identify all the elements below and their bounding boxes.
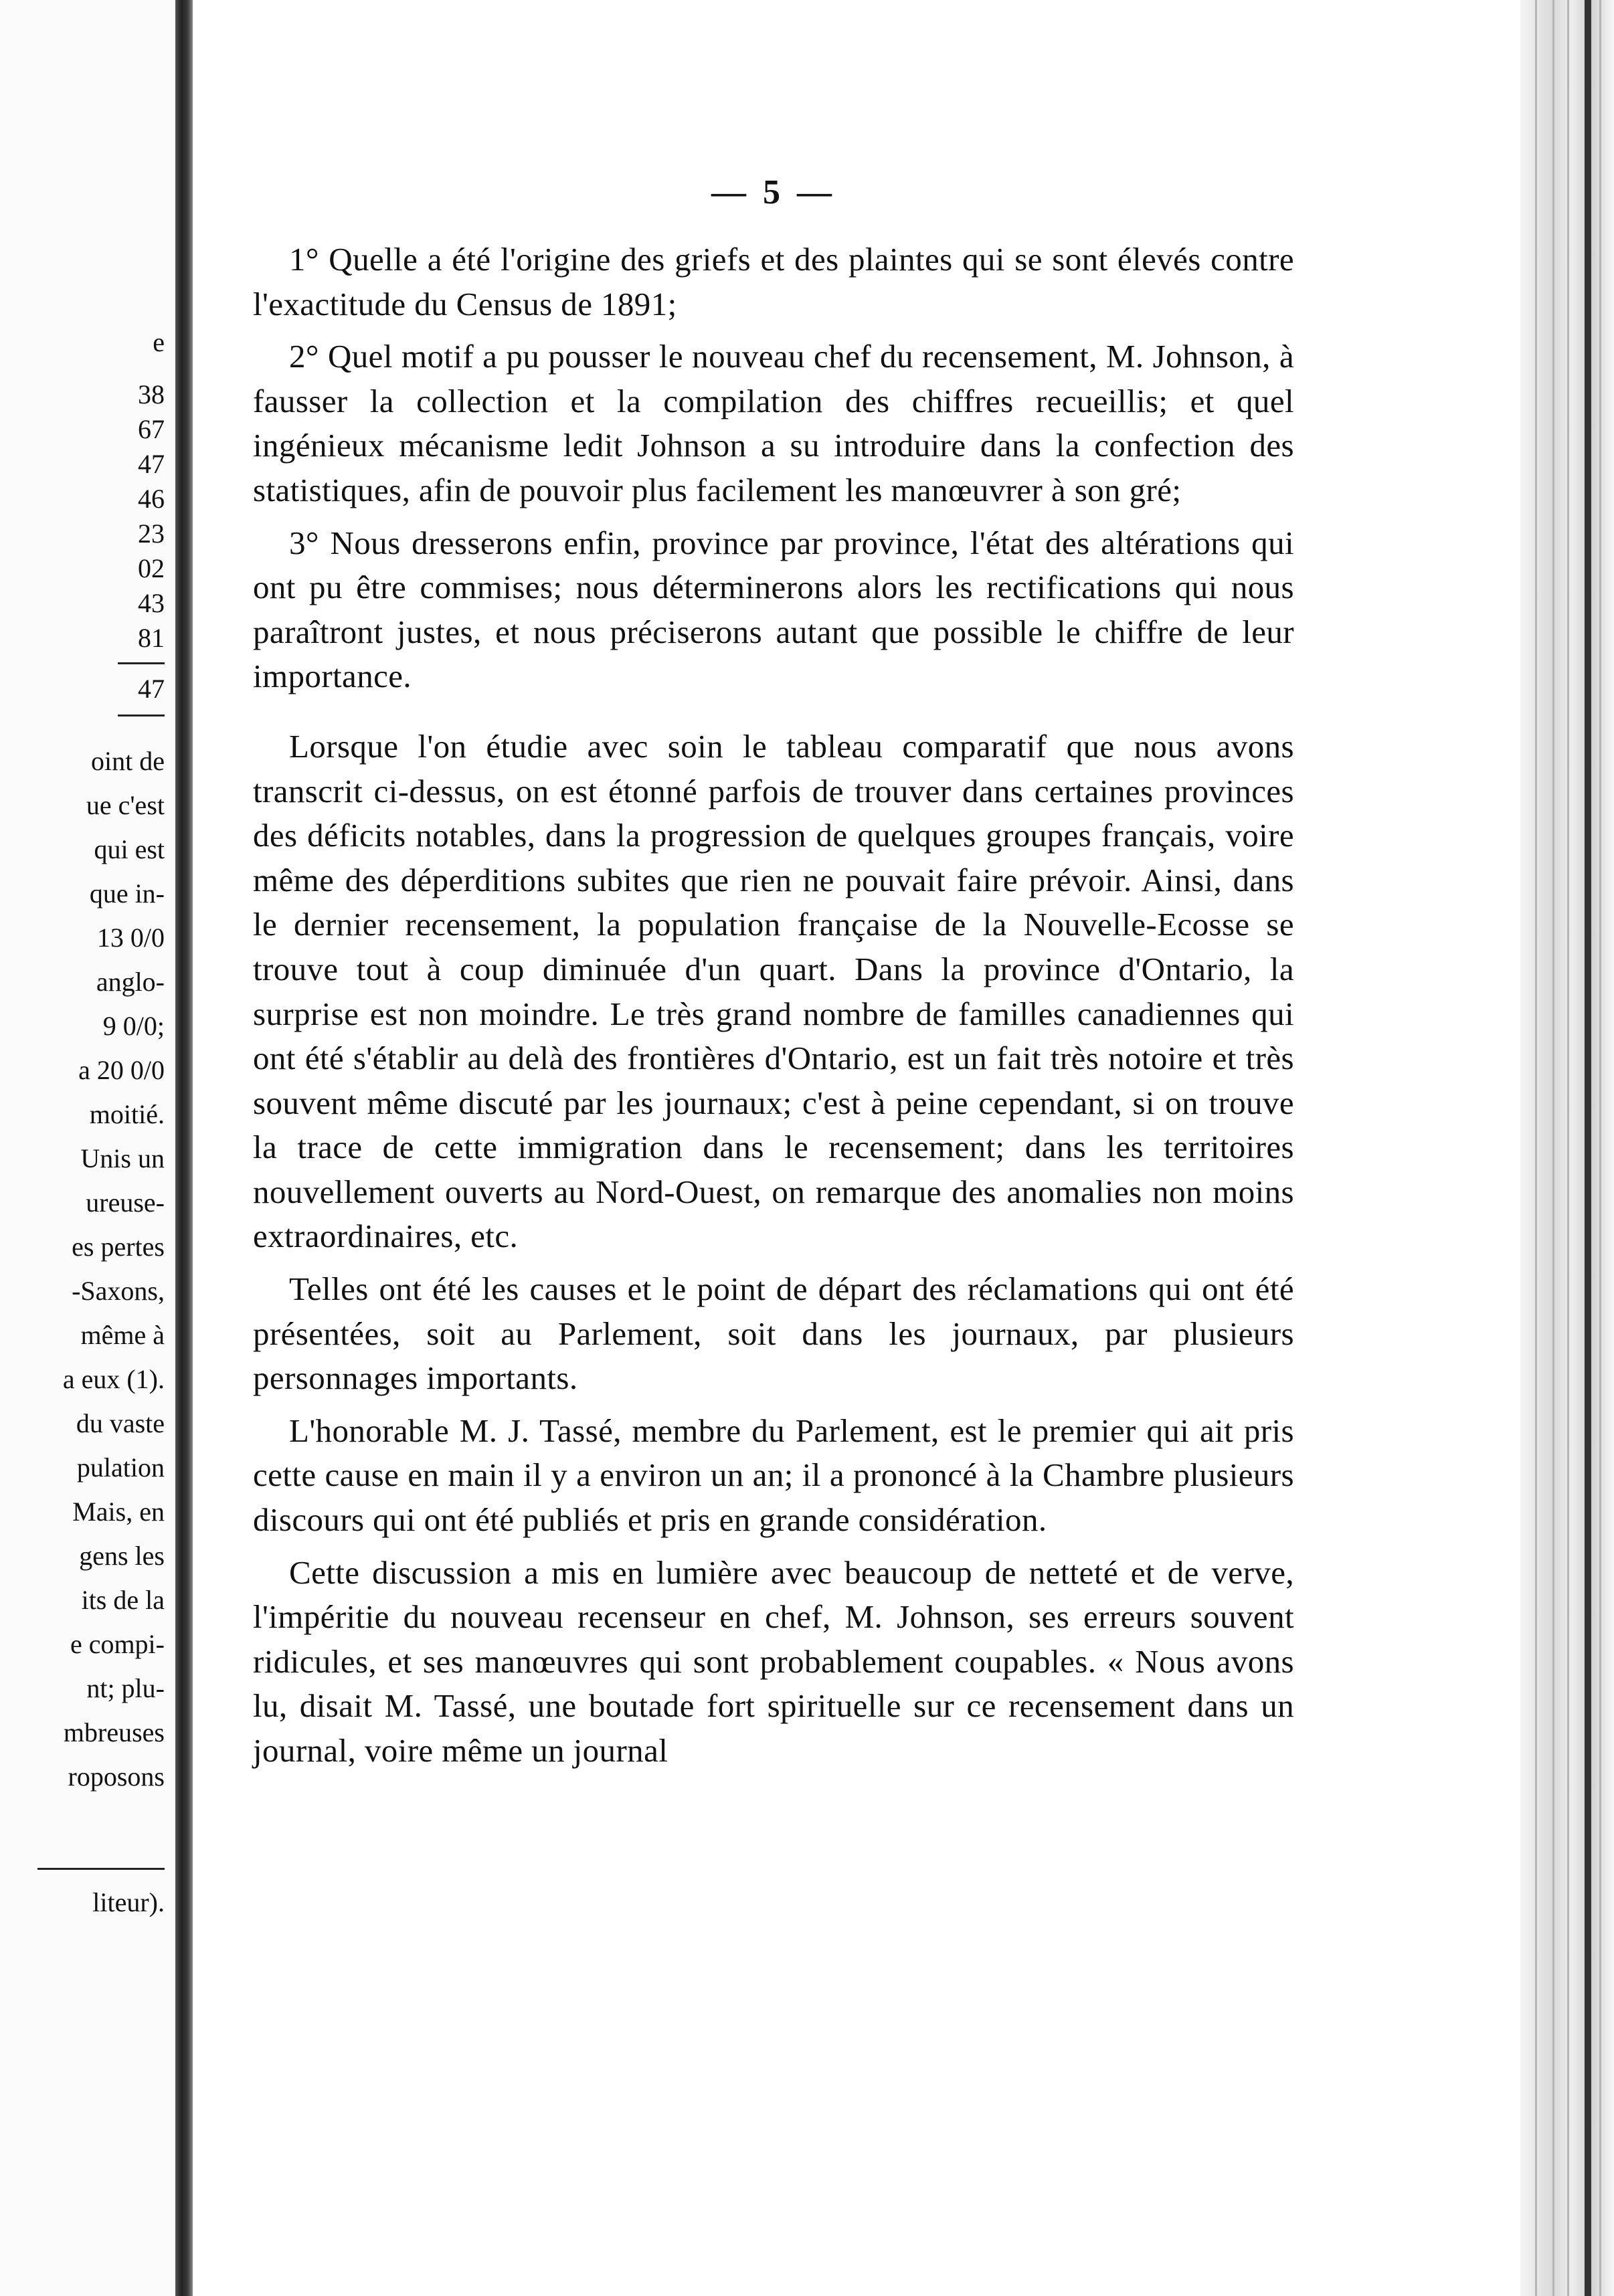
previous-page-line: 23: [138, 518, 165, 549]
previous-page-line: 38: [138, 379, 165, 409]
previous-page-line: 46: [138, 484, 165, 514]
previous-page-line: qui est: [94, 834, 165, 864]
book-edge: [1520, 0, 1614, 2296]
previous-page-line: a 20 0/0: [78, 1055, 165, 1085]
paragraph: Telles ont été les causes et le point de départ des réclamations qui ont été présentées, soit au Parlement, soit dans les journaux, par plusieurs personnages importants.: [253, 1270, 1294, 1397]
previous-page-line: Mais, en: [72, 1497, 165, 1527]
paragraph: 2° Quel motif a pu pousser le nouveau chef du recensement, M. Johnson, à fausser la collection et la compilation des chiffres recueillis; et quel ingénieux mécanisme ledit Johnson a su introduire dans la confection des statistiques, afin de pouvoir plus facilement les manœuvrer à son gré;: [253, 338, 1294, 508]
previous-page-line: 67: [138, 414, 165, 444]
previous-page-line: ue c'est: [86, 790, 165, 820]
previous-page-line: ureuse-: [86, 1187, 165, 1218]
previous-page-line: oint de: [91, 746, 165, 776]
paragraph: Lorsque l'on étudie avec soin le tableau comparatif que nous avons transcrit ci-dessus, on est étonné parfois de trouver dans certaines provinces des déficits notables, dans la progression de quelques groupes français, voire même des déperditions subites que rien ne pouvait faire prévoir. Ainsi, dans le dernier recensement, la population française de la Nouvelle-Ecosse se trouve tout à coup diminuée d'un quart. Dans la province d'Ontario, la surprise est non moindre. Le très grand nombre de familles canadiennes qui ont été s'établir au delà des frontières d'Ontario, est un fait très notoire et très souvent même discuté par les journaux; c'est à peine cependant, si on trouve la trace de cette immigration dans le recensement; dans les territoires nouvellement ouverts au Nord-Ouest, on remarque des anomalies non moins extraordinaires, etc.: [253, 727, 1294, 1255]
previous-page-line: gens les: [79, 1541, 165, 1571]
previous-page-rule: [37, 1868, 165, 1870]
body-text: [253, 237, 1294, 1774]
previous-page-rule: [118, 714, 165, 716]
paragraph: Cette discussion a mis en lumière avec beaucoup de netteté et de verve, l'impéritie du nouveau recenseur en chef, M. Johnson, ses erreurs souvent ridicules, et ses manœuvres qui sont probablement coupables. « Nous avons lu, disait M. Tassé, une boutade fort spirituelle sur ce recensement dans un journal, voire même un journal: [253, 1553, 1294, 1769]
previous-page-line: pulation: [76, 1452, 165, 1482]
previous-page-line: Unis un: [80, 1143, 165, 1173]
paragraph: 3° Nous dresserons enfin, province par province, l'état des altérations qui ont pu être commises; nous déterminerons alors les rectifications qui nous paraîtront justes, et nous préciserons autant que possible le chiffre de leur importance.: [253, 524, 1294, 695]
previous-page-line: e compi-: [70, 1629, 165, 1659]
paragraph: L'honorable M. J. Tassé, membre du Parlement, est le premier qui ait pris cette cause en main il y a environ un an; il a prononcé à la Chambre plusieurs discours qui ont été publiés et pris en grande considération.: [253, 1412, 1294, 1539]
previous-page-line: nt; plu-: [86, 1673, 165, 1703]
previous-page-line: moitié.: [89, 1099, 165, 1129]
previous-page-line: es pertes: [72, 1232, 165, 1262]
previous-page-line: 81: [138, 623, 165, 653]
previous-page-line: e: [153, 327, 165, 357]
previous-page-line: du vaste: [76, 1408, 165, 1438]
book-gutter: [175, 0, 193, 2296]
previous-page-line: 47: [138, 674, 165, 704]
previous-page-line: liteur).: [92, 1887, 165, 1917]
previous-page-line: mbreuses: [63, 1717, 165, 1747]
previous-page-line: 13 0/0: [96, 923, 165, 953]
page-number: — 5 —: [711, 173, 836, 211]
previous-page-rule: [118, 662, 165, 664]
paragraph: 1° Quelle a été l'origine des griefs et des plaintes qui se sont élevés contre l'exactitude du Census de 1891;: [253, 241, 1294, 322]
previous-page-fragment: [0, 0, 175, 2296]
previous-page-line: 9 0/0;: [102, 1011, 165, 1041]
previous-page-line: 02: [138, 553, 165, 583]
previous-page-line: même à: [80, 1320, 165, 1350]
previous-page-line: que in-: [89, 878, 165, 908]
previous-page-line: roposons: [68, 1761, 165, 1792]
previous-page-line: 43: [138, 588, 165, 618]
previous-page-line: -Saxons,: [72, 1276, 165, 1306]
previous-page-line: its de la: [81, 1585, 165, 1615]
previous-page-line: 47: [138, 449, 165, 479]
previous-page-line: a eux (1).: [62, 1364, 165, 1394]
previous-page-line: anglo-: [96, 967, 165, 997]
